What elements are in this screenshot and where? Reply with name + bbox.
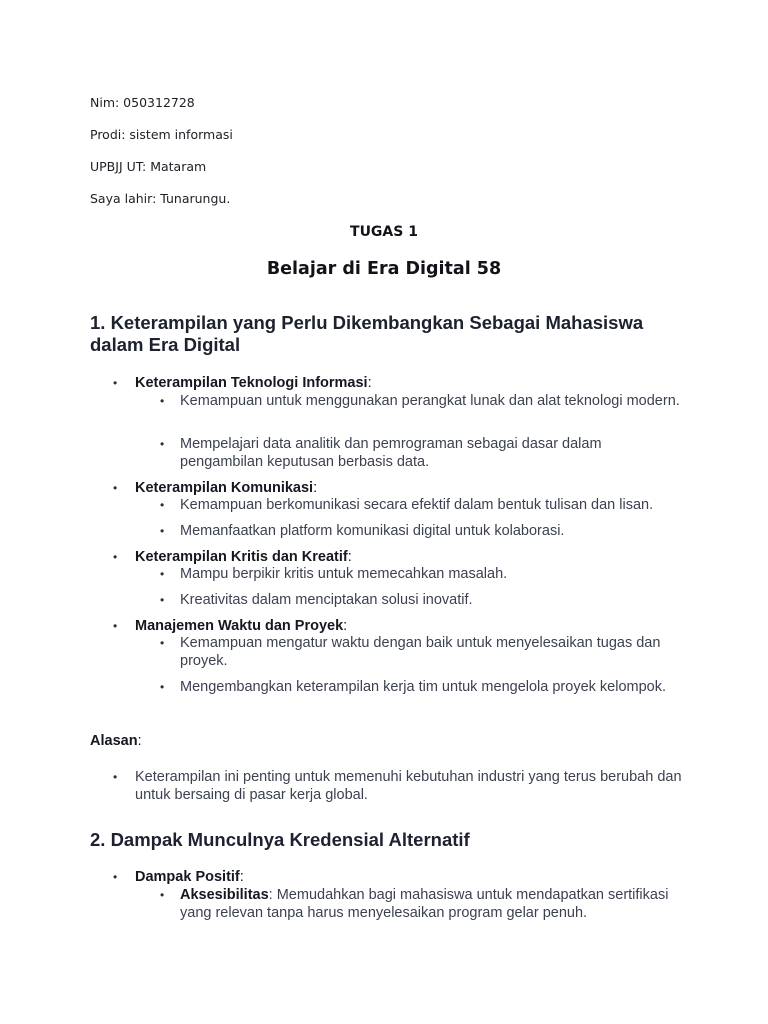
skill-group-4 xyxy=(135,617,695,635)
bullet-icon: • xyxy=(113,481,118,495)
bullet-icon: • xyxy=(160,524,165,538)
bullet-icon: • xyxy=(113,550,118,564)
colon: : xyxy=(367,375,372,391)
document-title: Belajar di Era Digital 58 xyxy=(266,259,502,279)
bullet-icon: • xyxy=(160,567,165,581)
impact-group-label: Dampak Positif xyxy=(135,869,240,885)
list-item: Keterampilan ini penting untuk memenuhi kebutuhan industri yang terus berubah dan untuk bersaing di pasar kerja global. xyxy=(135,769,682,803)
skill-group-label: Keterampilan Teknologi Informasi xyxy=(135,375,368,391)
bullet-icon: • xyxy=(160,437,165,451)
bullet-icon: • xyxy=(160,593,165,607)
reason-heading xyxy=(90,732,142,750)
list-item: Kreativitas dalam menciptakan solusi inovatif. xyxy=(180,592,473,608)
bullet-icon: • xyxy=(113,376,118,390)
list-item: Kemampuan berkomunikasi secara efektif dalam bentuk tulisan dan lisan. xyxy=(180,497,654,513)
list-item: Kemampuan mengatur waktu dengan baik untuk menyelesaikan tugas dan proyek. xyxy=(180,635,661,669)
skill-group-label: Keterampilan Komunikasi xyxy=(135,480,314,496)
list-item xyxy=(180,886,680,922)
bullet-icon: • xyxy=(160,636,165,650)
list-item: Mampu berpikir kritis untuk memecahkan masalah. xyxy=(180,566,508,582)
colon: : xyxy=(239,869,244,885)
bullet-icon: • xyxy=(160,888,165,902)
impact-group xyxy=(135,868,695,886)
colon: : xyxy=(347,549,352,565)
bullet-icon: • xyxy=(160,498,165,512)
section-1-heading: 1. Keterampilan yang Perlu Dikembangkan Sebagai Mahasiswa dalam Era Digital xyxy=(90,312,644,355)
assignment-label: TUGAS 1 xyxy=(350,224,418,240)
skill-group-1 xyxy=(135,374,695,392)
skill-group-label: Keterampilan Kritis dan Kreatif xyxy=(135,549,348,565)
skill-group-3 xyxy=(135,548,695,566)
lahir-line: Saya lahir: Tunarungu. xyxy=(90,191,231,206)
list-item: Memanfaatkan platform komunikasi digital untuk kolaborasi. xyxy=(180,523,565,539)
colon: : xyxy=(313,480,318,496)
skill-group-2 xyxy=(135,479,695,497)
list-item: Mengembangkan keterampilan kerja tim untuk mengelola proyek kelompok. xyxy=(180,679,667,695)
reason-label: Alasan xyxy=(90,733,138,749)
bullet-icon: • xyxy=(160,394,165,408)
section-2-heading: 2. Dampak Munculnya Kredensial Alternatif xyxy=(90,829,470,850)
list-item: Kemampuan untuk menggunakan perangkat lunak dan alat teknologi modern. xyxy=(180,393,680,409)
colon: : xyxy=(137,733,142,749)
bullet-icon: • xyxy=(160,680,165,694)
impact-item-label: Aksesibilitas xyxy=(180,887,269,903)
bullet-icon: • xyxy=(113,770,118,784)
colon: : xyxy=(343,618,348,634)
prodi-line: Prodi: sistem informasi xyxy=(90,127,233,142)
bullet-icon: • xyxy=(113,870,118,884)
bullet-icon: • xyxy=(113,619,118,633)
upbjj-line: UPBJJ UT: Mataram xyxy=(90,159,207,174)
nim-line: Nim: 050312728 xyxy=(90,95,195,110)
impact-item-text: : Memudahkan bagi mahasiswa untuk mendapatkan sertifikasi yang relevan tanpa harus menyelesaikan program gelar penuh. xyxy=(180,887,669,921)
list-item: Mempelajari data analitik dan pemrograman sebagai dasar dalam pengambilan keputusan berbasis data. xyxy=(180,436,602,470)
skill-group-label: Manajemen Waktu dan Proyek xyxy=(135,618,344,634)
